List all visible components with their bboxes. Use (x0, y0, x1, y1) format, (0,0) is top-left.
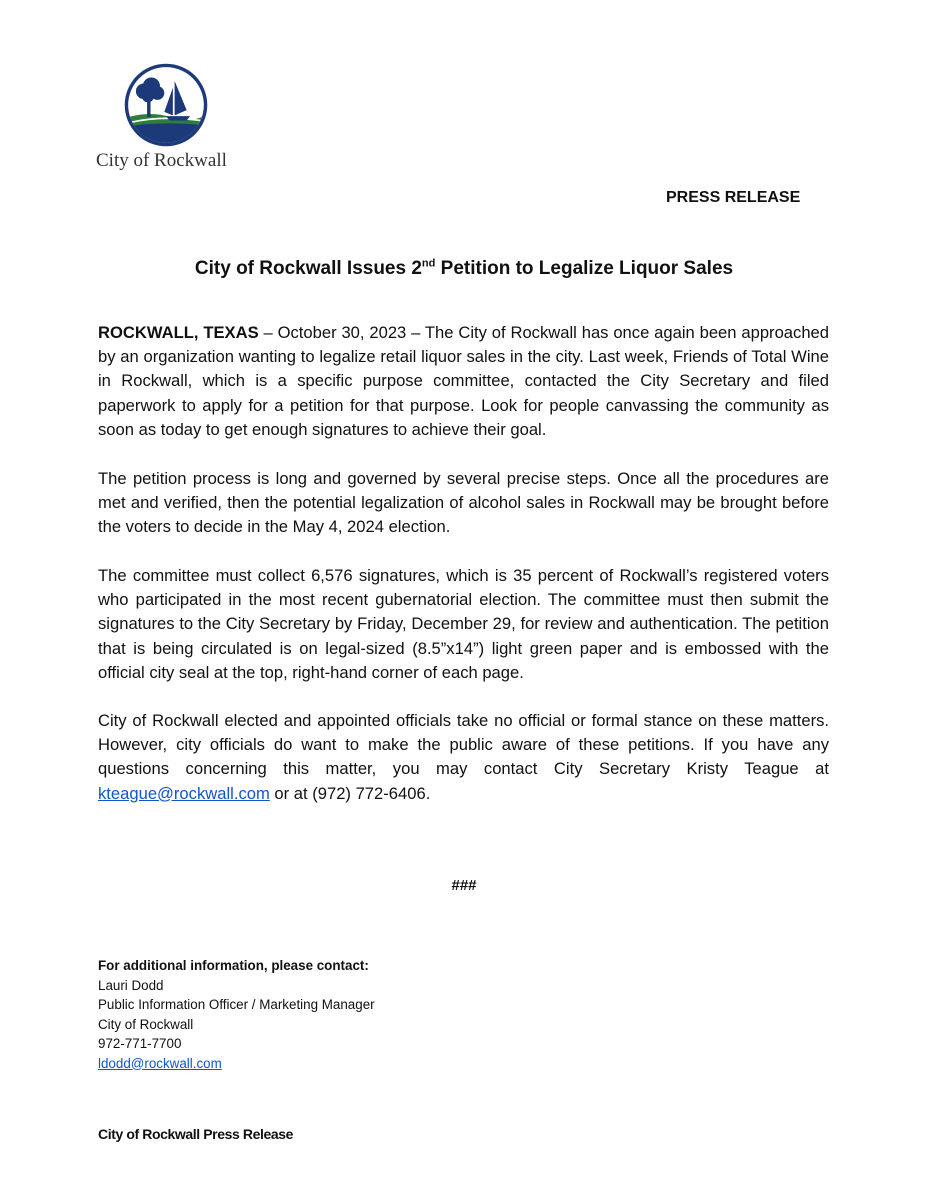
paragraph-process (98, 467, 829, 540)
page-footer: City of Rockwall Press Release (98, 1126, 293, 1142)
officials-text: City of Rockwall elected and appointed officials take no official or formal stance on these matters. However, city officials do want to make the public aware of these petitions. If you have any questions concerning this matter, you may contact City Secretary Kristy Teague at (98, 711, 829, 779)
city-seal-icon (123, 62, 209, 148)
paragraph-signatures (98, 564, 829, 685)
signatures-text: The committee must collect 6,576 signatures, which is 35 percent of Rockwall’s registered voters who participated in the most recent gubernatorial election. The committee must then submit the signatures to the City Secretary by Friday, December 29, for review and authentication. The petition that is being circulated is on legal-sized (8.5”x14”) light green paper and is embossed with the official city seal at the top, right-hand corner of each page. (98, 566, 829, 682)
contact-block (98, 956, 375, 1073)
headline (0, 258, 928, 280)
contact-name: Lauri Dodd (98, 977, 164, 993)
intro-text: – October 30, 2023 – The City of Rockwall has once again been approached by an organization wanting to legalize retail liquor sales in the city. Last week, Friends of Total Wine in Rockwall, which is a specific purpose committee, contacted the City Secretary and filed paperwork to apply for a petition for that purpose. Look for people canvassing the community as soon as today to get enough signatures to achieve their goal. (98, 323, 830, 439)
contact-heading: For additional information, please contact: (98, 958, 369, 973)
end-mark: ### (451, 877, 477, 894)
contact-phone: 972-771-7700 (98, 1036, 182, 1051)
process-text: The petition process is long and governed by several precise steps. Once all the procedures are met and verified, then the potential legalization of alcohol sales in Rockwall may be brought before the voters to decide in the May 4, 2024 election. (98, 469, 829, 537)
contact-title: Public Information Officer / Marketing Manager (98, 997, 375, 1012)
contact-org: City of Rockwall (98, 1016, 194, 1032)
headline-end: Petition to Legalize Liquor Sales (435, 258, 734, 279)
headline-start: City of Rockwall Issues 2 (194, 258, 422, 279)
paragraph-officials (98, 709, 829, 806)
paragraph-intro (98, 321, 829, 442)
dateline: ROCKWALL, TEXAS (98, 323, 259, 342)
headline-superscript: nd (421, 257, 436, 270)
contact-email-link[interactable]: ldodd@rockwall.com (98, 1055, 222, 1071)
officials-tail: or at (972) 772-6406. (269, 783, 431, 803)
press-release-label: PRESS RELEASE (666, 189, 801, 206)
secretary-email-link[interactable]: kteague@rockwall.com (98, 783, 270, 803)
logo-text: City of Rockwall (96, 150, 227, 171)
